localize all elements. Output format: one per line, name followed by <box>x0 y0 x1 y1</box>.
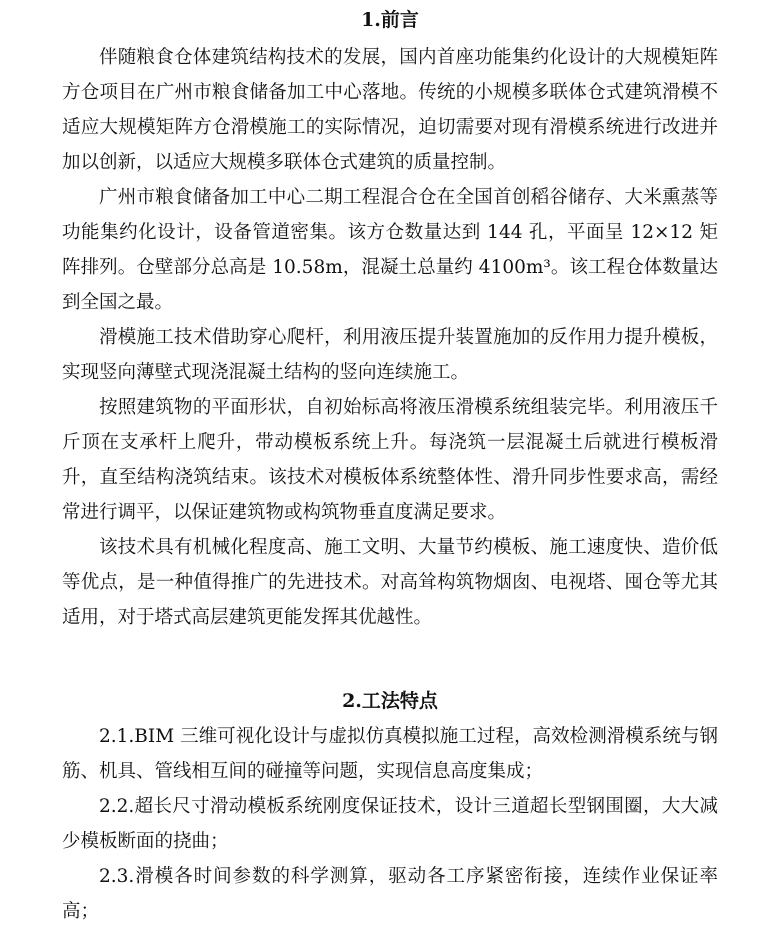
section-2-item-2-2: 2.2.超长尺寸滑动模板系统刚度保证技术，设计三道超长型钢围圈，大大减少模板断面的挠曲； <box>62 796 718 852</box>
section-2-item-2-1: 2.1.BIM 三维可视化设计与虚拟仿真模拟施工过程，高效检测滑模系统与钢筋、机具、管线相互间的碰撞等问题，实现信息高度集成； <box>62 726 718 782</box>
section-1-heading: 1.前言 <box>361 9 419 31</box>
section-2-heading: 2.工法特点 <box>342 690 438 712</box>
section-1-paragraph-5: 该技术具有机械化程度高、施工文明、大量节约模板、施工速度快、造价低等优点，是一种值得推广的先进技术。对高耸构筑物烟囱、电视塔、囤仓等尤其适用，对于塔式高层建筑更能发挥其优越性。 <box>62 537 718 628</box>
section-1-paragraph-3: 滑模施工技术借助穿心爬杆，利用液压提升装置施加的反作用力提升模板，实现竖向薄壁式现浇混凝土结构的竖向连续施工。 <box>62 327 718 383</box>
section-1-paragraph-1: 伴随粮食仓体建筑结构技术的发展，国内首座功能集约化设计的大规模矩阵方仓项目在广州市粮食储备加工中心落地。传统的小规模多联体仓式建筑滑模不适应大规模矩阵方仓滑模施工的实际情况，迫切需要对现有滑模系统进行改进并加以创新，以适应大规模多联体仓式建筑的质量控制。 <box>62 47 718 173</box>
section-1-paragraph-2: 广州市粮食储备加工中心二期工程混合仓在全国首创稻谷储存、大米熏蒸等功能集约化设计，设备管道密集。该方仓数量达到 144 孔，平面呈 12×12 矩阵排列。仓壁部分总高是 10.58m，混凝土总量约 4100m³。该工程仓体数量达到全国之最。 <box>62 187 718 313</box>
section-2-item-2-3: 2.3.滑模各时间参数的科学测算，驱动各工序紧密衔接，连续作业保证率高； <box>62 866 718 922</box>
section-1-paragraph-4: 按照建筑物的平面形状，自初始标高将液压滑模系统组装完毕。利用液压千斤顶在支承杆上爬升，带动模板系统上升。每浇筑一层混凝土后就进行模板滑升，直至结构浇筑结束。该技术对模板体系统整体性、滑升同步性要求高，需经常进行调平，以保证建筑物或构筑物垂直度满足要求。 <box>62 397 718 523</box>
